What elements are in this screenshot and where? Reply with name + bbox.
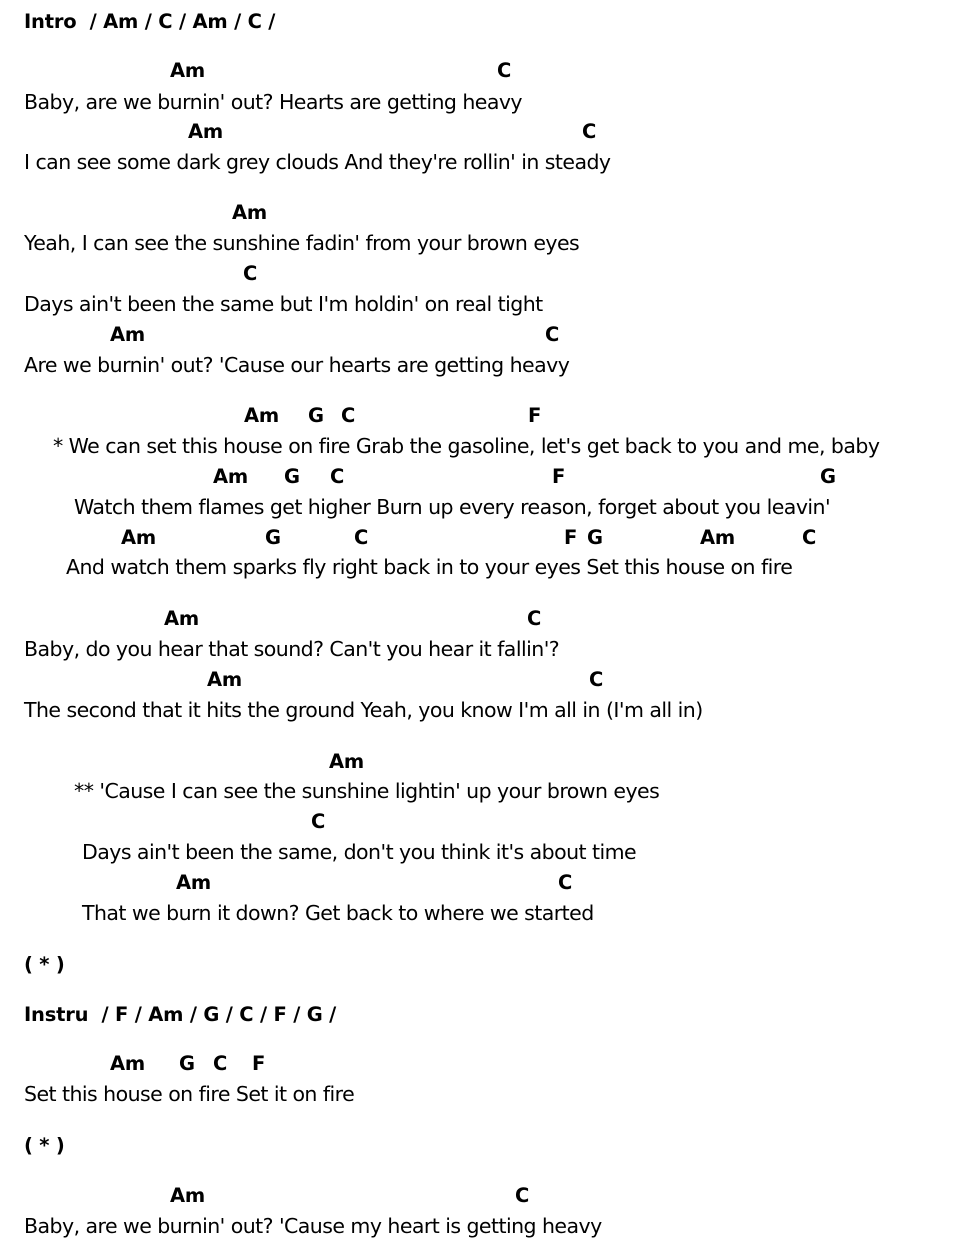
chord: C [589, 668, 604, 691]
chord: Am [188, 120, 224, 143]
chord: C [341, 404, 356, 427]
lyric-line: Days ain't been the same but I'm holdin' on real tight [24, 292, 543, 316]
chord: C [311, 810, 326, 833]
lyric-line: Yeah, I can see the sunshine fadin' from your brown eyes [24, 231, 580, 255]
lyric-line: Set this house on fire Set it on fire [24, 1082, 355, 1106]
lyric-line: Baby, are we burnin' out? 'Cause my heart is getting heavy [24, 1214, 602, 1238]
chord: Am [176, 871, 212, 894]
chord: C [330, 465, 345, 488]
lyric-line: That we burn it down? Get back to where we started [82, 901, 594, 925]
chord: C [558, 871, 573, 894]
lyric-line: The second that it hits the ground Yeah, you know I'm all in (I'm all in) [24, 698, 703, 722]
chord: Am [110, 323, 146, 346]
chord: G [820, 465, 836, 488]
chord: C [545, 323, 560, 346]
chorus-reference: ( * ) [24, 953, 65, 976]
chord: C [497, 59, 512, 82]
chord: Am [170, 59, 206, 82]
chord: F [252, 1052, 266, 1075]
chord: C [527, 607, 542, 630]
lyric-line: ** 'Cause I can see the sunshine lightin' up your brown eyes [74, 779, 660, 803]
chord: F [552, 465, 566, 488]
lyric-line: Baby, do you hear that sound? Can't you hear it fallin'? [24, 637, 560, 661]
chord: Am [700, 526, 736, 549]
lyric-line: Watch them flames get higher Burn up every reason, forget about you leavin' [74, 495, 831, 519]
lyric-line: Days ain't been the same, don't you think it's about time [82, 840, 637, 864]
chord: C [243, 262, 258, 285]
lyric-line: Baby, are we burnin' out? Hearts are getting heavy [24, 90, 523, 114]
chord: Am [329, 750, 365, 773]
chord: G [179, 1052, 195, 1075]
chord: C [213, 1052, 228, 1075]
lyric-line: I can see some dark grey clouds And they're rollin' in steady [24, 150, 611, 174]
chord: C [354, 526, 369, 549]
lyric-line: * We can set this house on fire Grab the gasoline, let's get back to you and me, baby [53, 434, 880, 458]
chord: Am [110, 1052, 146, 1075]
chord: C [802, 526, 817, 549]
chorus-reference: ( * ) [24, 1134, 65, 1157]
lyric-line: And watch them sparks fly right back in to your eyes Set this house on fire [66, 555, 793, 579]
chord: F [564, 526, 578, 549]
chord: C [582, 120, 597, 143]
chord: F [528, 404, 542, 427]
chord: Am [164, 607, 200, 630]
chord: G [265, 526, 281, 549]
chord: G [284, 465, 300, 488]
chord: Am [232, 201, 268, 224]
chord: G [308, 404, 324, 427]
chord: Am [170, 1184, 206, 1207]
chord: Am [213, 465, 249, 488]
chord: Am [207, 668, 243, 691]
chord: C [515, 1184, 530, 1207]
lyric-line: Are we burnin' out? 'Cause our hearts are getting heavy [24, 353, 570, 377]
instrumental-label: Instru / F / Am / G / C / F / G / [24, 1003, 337, 1026]
chord: G [587, 526, 603, 549]
intro-label: Intro / Am / C / Am / C / [24, 10, 276, 33]
chord: Am [121, 526, 157, 549]
chord: Am [244, 404, 280, 427]
